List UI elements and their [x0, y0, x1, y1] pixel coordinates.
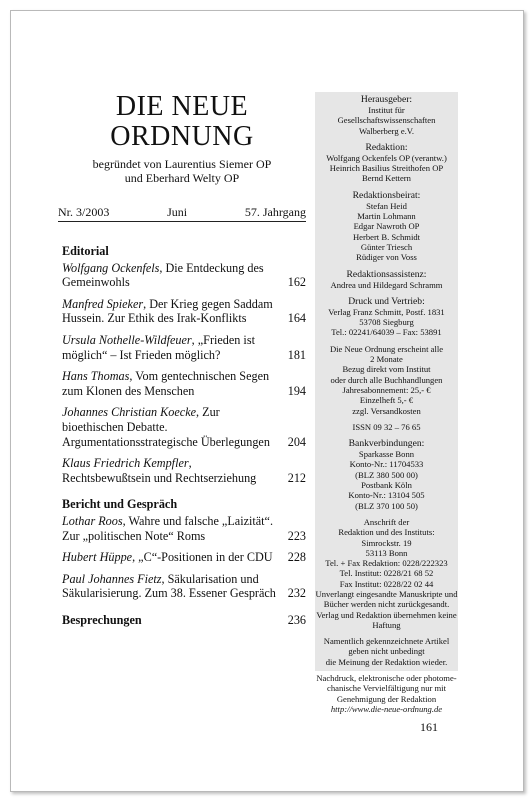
toc-author: Wolfgang Ockenfels	[62, 260, 160, 275]
toc-author: Ursula Nothelle-Wildfeuer	[62, 332, 192, 347]
issue-number: Nr. 3/2003	[58, 205, 110, 219]
address-line: 53113 Bonn	[365, 547, 408, 558]
board-member: Stefan Heid	[366, 200, 407, 211]
issue-line	[58, 205, 306, 220]
toc-title: , Die Entdeckung des Gemeinwohls	[62, 260, 264, 290]
founder-line1: begründet von Laurentius Siemer OP	[92, 157, 272, 171]
toc-title: , Rechtsbewußtsein und Rechtserziehung	[62, 456, 257, 485]
toc-entry	[62, 550, 306, 565]
toc-title: , Wahre und falsche „Laizität“. Zur „politischen Note“ Roms	[62, 513, 274, 543]
editor-name: Heinrich Basilius Streithofen OP	[329, 163, 444, 174]
bank-line: (BLZ 370 100 50)	[355, 500, 418, 511]
disclaimer-line: geben nicht unbedingt	[348, 646, 425, 657]
toc-entry	[62, 514, 306, 543]
toc-author: Hubert Hüppe	[62, 550, 133, 565]
toc-entry	[62, 297, 306, 326]
print-line: Verlag Franz Schmitt, Postf. 1831	[328, 306, 445, 317]
advisory-board-label: Redaktionsbeirat:	[352, 189, 421, 201]
issn: ISSN 09 32 – 76 65	[352, 421, 421, 432]
toc-page: 212	[287, 470, 306, 485]
board-member: Martin Lohmann	[357, 211, 416, 222]
imprint-sidebar	[315, 92, 458, 714]
disclaimer-line: die Meinung der Redaktion wieder.	[325, 656, 448, 667]
toc-author: Johannes Christian Koecke	[62, 405, 197, 420]
toc-title: , Säkularisation und Säkularisierung. Zum 38. Essener Gespräch	[62, 571, 276, 601]
bank-line: Konto-Nr.: 13104 505	[348, 490, 425, 501]
bank-label: Bankverbindungen:	[348, 438, 425, 450]
toc-author: Paul Johannes Fietz	[62, 571, 162, 586]
toc-title: , „C“-Positionen in der CDU	[132, 550, 273, 565]
reprint-line: Genehmigung der Redaktion	[336, 693, 437, 704]
founder-note	[58, 157, 306, 185]
table-of-contents	[62, 244, 306, 634]
website-link[interactable]: http://www.die-neue-ordnung.de	[330, 703, 443, 714]
address-line: Tel. Institut: 0228/21 68 52	[339, 568, 434, 579]
editors-label: Redaktion:	[365, 141, 408, 153]
manuscript-note-line: Verlag und Redaktion übernehmen keine	[316, 609, 457, 620]
reprint-line: Nachdruck, elektronische oder photome-	[316, 673, 457, 684]
publisher-label: Herausgeber:	[360, 94, 413, 105]
board-member: Herbert B. Schmidt	[352, 231, 421, 242]
toc-title: , „Frieden ist möglich“ – Ist Frieden möglich?	[62, 332, 255, 362]
reprint-block	[315, 673, 458, 714]
journal-title	[58, 92, 306, 152]
bank-line: Konto-Nr.: 11704533	[349, 459, 424, 470]
toc-title: , Vom gentechnischen Segen zum Klonen des Menschen	[62, 369, 270, 398]
address-line: Anschrift der	[363, 516, 410, 527]
publisher-line: Walberberg e.V.	[358, 125, 415, 136]
journal-title-line1: DIE NEUE	[115, 91, 249, 122]
publisher-block	[315, 94, 458, 136]
toc-page: 164	[287, 311, 306, 326]
toc-page: 228	[287, 550, 306, 565]
board-member: Günter Triesch	[360, 241, 413, 252]
address-line: Redaktion und des Instituts:	[338, 527, 435, 538]
toc-entry	[62, 261, 306, 290]
toc-author: Lothar Roos	[62, 513, 123, 528]
toc-page: 162	[287, 275, 306, 290]
publication-line: Die Neue Ordnung erscheint alle	[329, 343, 444, 354]
publication-line: Jahresabonnement: 25,- €	[342, 384, 431, 395]
toc-title: , Der Krieg gegen Saddam Hussein. Zur Ethik des Irak-Konflikts	[62, 296, 273, 326]
publication-line: Bezug direkt vom Institut	[342, 364, 431, 375]
editor-name: Bernd Kettern	[362, 173, 411, 184]
manuscript-note-line: Unverlangt eingesandte Manuskripte und	[315, 588, 458, 599]
toc-entry	[62, 333, 306, 362]
address-line: Simrockstr. 19	[361, 537, 412, 548]
disclaimer-block	[315, 636, 458, 667]
publication-line: oder durch alle Buchhandlungen	[330, 374, 443, 385]
toc-page: 204	[287, 434, 306, 449]
address-line: Fax Institut: 0228/22 02 44	[339, 578, 434, 589]
bank-line: (BLZ 380 500 00)	[355, 469, 418, 480]
section-editorial: Editorial	[62, 244, 109, 258]
issue-month: Juni	[167, 205, 188, 219]
print-line: 53708 Siegburg	[359, 317, 414, 328]
address-line: Tel. + Fax Redaktion: 0228/222323	[325, 558, 448, 569]
publisher-line: Gesellschaftswissenschaften	[337, 115, 436, 126]
journal-title-line2: ORDNUNG	[110, 121, 254, 152]
founder-line2: und Eberhard Welty OP	[124, 171, 240, 185]
section-bericht: Bericht und Gespräch	[62, 497, 178, 512]
print-line: Tel.: 02241/64039 – Fax: 53891	[331, 327, 442, 338]
toc-page: 232	[287, 586, 306, 601]
toc-title: , Zur bioethischen Debatte. Argumentationsstrategische Überlegungen	[62, 405, 270, 449]
disclaimer-line: Namentlich gekennzeichnete Artikel	[323, 636, 450, 647]
manuscript-note-line: Haftung	[372, 619, 401, 630]
address-block	[315, 517, 458, 630]
toc-author: Manfred Spieker	[62, 296, 144, 311]
print-label: Druck und Vertrieb:	[348, 295, 425, 307]
masthead	[58, 92, 306, 185]
page-number: 161	[420, 720, 438, 734]
besprechungen-label: Besprechungen	[62, 612, 142, 627]
editor-name: Wolfgang Ockenfels OP (verantw.)	[326, 152, 447, 163]
publication-block	[315, 344, 458, 416]
board-member: Edgar Nawroth OP	[353, 221, 420, 232]
editors-block	[315, 142, 458, 184]
bank-block	[315, 438, 458, 511]
bank-line: Sparkasse Bonn	[358, 449, 415, 460]
assistance-label: Redaktionsassistenz:	[346, 268, 427, 280]
toc-author: Hans Thomas	[62, 369, 130, 384]
board-member: Rüdiger von Voss	[356, 252, 417, 263]
toc-author: Klaus Friedrich Kempfler	[62, 456, 189, 471]
toc-entry	[62, 369, 306, 398]
toc-entry	[62, 456, 306, 485]
advisory-board-block	[315, 190, 458, 263]
toc-page: 236	[287, 612, 306, 627]
issue-divider	[58, 221, 306, 222]
print-block	[315, 296, 458, 338]
section-besprechungen	[62, 613, 306, 628]
bank-line: Postbank Köln	[361, 480, 412, 491]
toc-page: 223	[287, 528, 306, 543]
toc-page: 194	[287, 383, 306, 398]
publication-line: 2 Monate	[370, 354, 403, 365]
toc-page: 181	[287, 347, 306, 362]
issue-volume: 57. Jahrgang	[244, 205, 306, 219]
toc-entry	[62, 405, 306, 449]
manuscript-note-line: Bücher werden nicht zurückgesandt.	[323, 599, 450, 610]
reprint-line: chanische Vervielfältigung nur mit	[327, 683, 446, 694]
assistance-block	[315, 269, 458, 290]
toc-entry	[62, 572, 306, 601]
publication-line: Einzelheft 5,- €	[359, 395, 414, 406]
publisher-line: Institut für	[368, 105, 405, 115]
assistant-name: Andrea und Hildegard Schramm	[330, 279, 443, 290]
publication-line: zzgl. Versandkosten	[352, 405, 421, 416]
